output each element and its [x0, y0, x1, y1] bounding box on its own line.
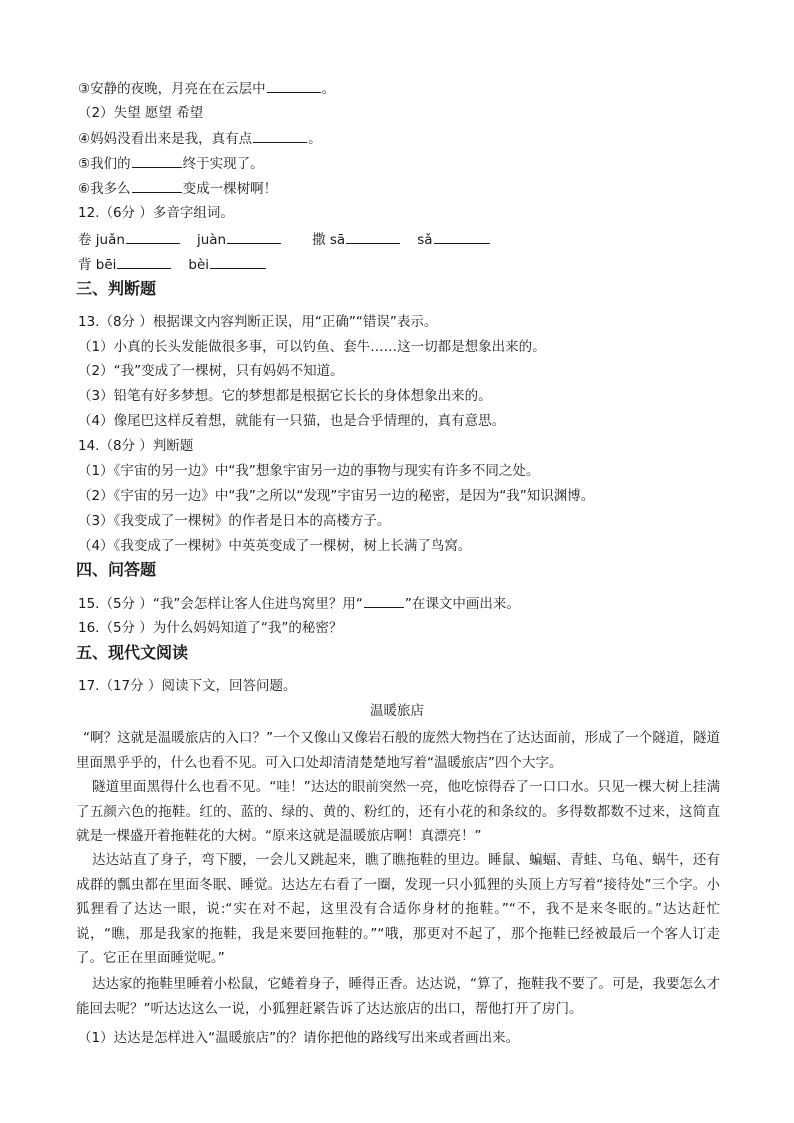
section-heading-3: 三、判断题 — [76, 279, 157, 298]
q13-item-3: （3）铅笔有好多梦想。它的梦想都是根据它长长的身体想象出来的。 — [78, 388, 492, 404]
answer-blank[interactable] — [117, 255, 171, 269]
q11-item-6 — [78, 179, 718, 198]
answer-blank[interactable] — [267, 79, 321, 93]
q11-item-5-end: 终于实现了。 — [182, 156, 264, 172]
passage-paragraph-4: 达达家的拖鞋里睡着小松鼠，它蜷着身子，睡得正香。达达说，“算了，拖鞋我不要了。可是，我要怎么才能回去呢？”听达达这么一说，小狐狸赶紧告诉了达达旅店的出口，帮他打开了房门。 — [76, 976, 720, 1017]
q12-stem: 12.（6分 ）多音字组词。 — [78, 205, 234, 221]
q14-stem: 14.（8分 ）判断题 — [78, 438, 194, 454]
q17-sub-question-1: （1）达达是怎样进入“温暖旅店”的？请你把他的路线写出来或者画出来。 — [78, 1030, 520, 1046]
q14-item-2: （2）《宇宙的另一边》中“我”之所以“发现”宇宙另一边的秘密，是因为“我”知识渊博。 — [78, 488, 595, 504]
q11-item-3-text: ③安静的夜晚，月亮在在云层中 — [78, 81, 266, 97]
passage-paragraph-3: 达达站直了身子，弯下腰，一会儿又跳起来，瞧了瞧拖鞋的里边。睡鼠、蝙蝠、青蛙、乌龟、蜗牛，还有成群的瓢虫都在里面冬眠、睡觉。达达左右看了一圈，发现一只小狐狸的头顶上方写着“接待处”三个字。小狐狸看了达达一眼，说:“实在对不起，这里没有合适你身材的拖鞋。”“不，我不是来冬眠的。”达达赶忙说，“瞧，那是我家的拖鞋，我是来要回拖鞋的。”“哦，那更对不起了，那个拖鞋已经被最后一个客人订走了。它正在里面睡觉呢。” — [76, 852, 720, 966]
answer-blank[interactable] — [253, 129, 307, 143]
answer-blank[interactable] — [227, 230, 281, 244]
q11-item-4-end: 。 — [308, 131, 322, 147]
answer-blank[interactable] — [346, 230, 400, 244]
q14-item-1: （1）《宇宙的另一边》中“我”想象宇宙另一边的事物与现实有许多不同之处。 — [78, 463, 540, 479]
q12-row-2 — [78, 255, 718, 274]
polyphone-reading: 背 bēi — [78, 257, 117, 273]
q13-item-2: （2）“我”变成了一棵树，只有妈妈不知道。 — [78, 363, 344, 379]
q15-end: ”在课文中画出来。 — [404, 596, 520, 612]
q11-item-3 — [78, 79, 718, 98]
q15 — [78, 594, 718, 613]
q11-item-3-end: 。 — [321, 81, 336, 97]
q15-text: 15.（5分 ）“我”会怎样让客人住进鸟窝里？用“ — [78, 596, 363, 612]
q13-stem: 13.（8分 ）根据课文内容判断正误，用“正确”“错误”表示。 — [78, 314, 438, 330]
q11-word-group-2: （2）失望 愿望 希望 — [78, 105, 204, 121]
q11-item-4 — [78, 129, 718, 148]
answer-blank[interactable] — [132, 154, 182, 168]
section-heading-5: 五、现代文阅读 — [76, 643, 189, 662]
q14-item-4: （4）《我变成了一棵树》中英英变成了一棵树，树上长满了鸟窝。 — [78, 538, 472, 554]
q17-stem: 17.（17分 ）阅读下文，回答问题。 — [78, 678, 297, 694]
q11-item-4-text: ④妈妈没看出来是我，真有点 — [78, 131, 253, 147]
answer-blank[interactable] — [210, 255, 266, 269]
passage-paragraph-1: “啊？这就是温暖旅店的入口？”一个又像山又像岩石般的庞然大物挡在了达达面前，形成了一个隧道，隧道里面黑乎乎的，什么也看不见。可入口处却清清楚楚地写着“温暖旅店”四个大字。 — [76, 730, 720, 771]
answer-blank[interactable] — [434, 230, 490, 244]
q13-item-4: （4）像尾巴这样反着想，就能有一只猫，也是合乎情理的，真有意思。 — [78, 413, 506, 429]
q11-item-5 — [78, 154, 718, 173]
polyphone-reading: 卷 juǎn — [78, 232, 125, 248]
passage-paragraph-2: 隧道里面黑得什么也看不见。“哇！”达达的眼前突然一亮，他吃惊得吞了一口口水。只见一棵大树上挂满了五颜六色的拖鞋。红的、蓝的、绿的、黄的、粉红的，还有小花的和条纹的。多得数都数不过来，这简直就是一棵盛开着拖鞋花的大树。“原来这就是温暖旅店啊！真漂亮！” — [76, 779, 720, 844]
q11-item-6-end: 变成一棵树啊！ — [182, 181, 278, 197]
answer-blank[interactable] — [364, 594, 404, 608]
polyphone-reading: 撒 sā — [312, 232, 346, 248]
q11-item-5-text: ⑤我们的 — [78, 156, 131, 172]
q13-item-1: （1）小真的长头发能做很多事，可以钓鱼、套牛……这一切都是想象出来的。 — [78, 339, 546, 355]
q12-row-1 — [78, 230, 718, 249]
answer-blank[interactable] — [132, 179, 182, 193]
polyphone-reading: sǎ — [417, 232, 433, 248]
answer-blank[interactable] — [126, 230, 180, 244]
polyphone-reading: bèi — [188, 257, 210, 273]
section-heading-4: 四、问答题 — [76, 560, 157, 579]
q14-item-3: （3）《我变成了一棵树》的作者是日本的高楼方子。 — [78, 513, 391, 529]
q16: 16.（5分 ）为什么妈妈知道了“我”的秘密？ — [78, 620, 343, 636]
passage-title: 温暖旅店 — [370, 703, 424, 719]
q11-item-6-text: ⑥我多么 — [78, 181, 131, 197]
polyphone-reading: juàn — [196, 232, 227, 248]
